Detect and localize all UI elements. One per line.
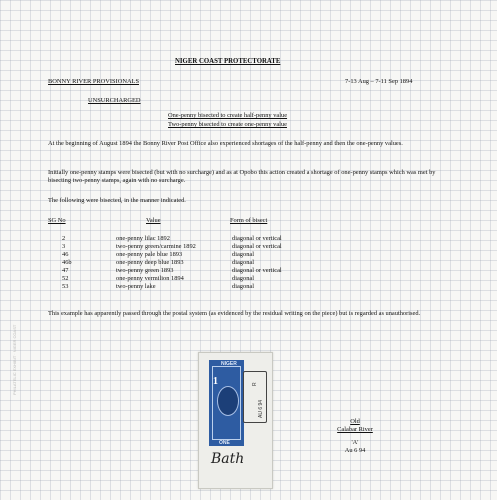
table-row xyxy=(62,259,362,267)
stamp-value: one-penny vermilion 1894 xyxy=(116,275,184,282)
bisect-line-2: Two-penny bisected to create one-penny value xyxy=(168,121,287,128)
header-form: Form of bisect xyxy=(230,217,268,224)
table-row xyxy=(62,275,362,283)
intro-paragraph: At the beginning of August 1894 the Bonny River Post Office also experienced shortages of the half-penny and then the one-penny values. xyxy=(48,140,403,147)
page-title: NIGER COAST PROTECTORATE xyxy=(175,58,281,65)
bisect-form: diagonal xyxy=(232,259,255,266)
table-row xyxy=(62,283,362,291)
table-row xyxy=(62,243,362,251)
section-subtitle: BONNY RIVER PROVISIONALS xyxy=(48,78,140,85)
caption-line-2: Calabar River xyxy=(337,425,373,433)
bisected-stamp xyxy=(209,360,244,446)
header-value: Value xyxy=(146,217,161,224)
bisect-form: diagonal xyxy=(232,275,255,282)
header-sg-no: SG No xyxy=(48,217,66,224)
postmark-letter: R xyxy=(252,382,258,386)
date-range: 7-13 Aug – 7-11 Sep 1894 xyxy=(345,78,413,85)
caption-line-1: Old xyxy=(350,418,360,425)
table-header xyxy=(48,217,348,225)
bisect-form: diagonal xyxy=(232,283,255,290)
side-watermark-text: PHILATELIC EXHIBIT · NIGER COAST xyxy=(12,324,17,395)
bisect-paragraph: Initially one-penny stamps were bisected (but with no surcharge) and as at Opobo this action created a shortage of one-penny stamps which was met by bisecting two-penny stamps, again with no surcharge. xyxy=(48,169,436,184)
bisect-form: diagonal xyxy=(232,251,255,258)
stamp-bottom-text: ONE xyxy=(219,440,230,446)
stamp-on-piece xyxy=(198,352,273,489)
sg-number: 46b xyxy=(62,259,72,266)
sg-number: 2 xyxy=(62,235,66,242)
sg-number: 53 xyxy=(62,283,69,290)
postmark xyxy=(243,371,267,423)
stamp-value: one-penny pale blue 1893 xyxy=(116,251,183,258)
caption-line-4: Au 6 94 xyxy=(344,446,366,454)
following-paragraph: The following were bisected, in the manner indicated. xyxy=(48,197,186,204)
table-row xyxy=(62,267,362,275)
table-row xyxy=(62,235,362,243)
stamp-value: two-penny green/carmine 1892 xyxy=(116,243,196,250)
stamp-value: one-penny lilac 1892 xyxy=(116,235,170,242)
table-row xyxy=(62,251,362,259)
stamp-value-numeral: 1 xyxy=(213,376,218,387)
stamp-top-text: NIGER xyxy=(221,361,237,367)
sg-number: 3 xyxy=(62,243,66,250)
bisect-line-1: One-penny bisected to create half-penny value xyxy=(168,112,288,119)
stamp-value: two-penny green 1893 xyxy=(116,267,174,274)
postmark-date: AU 6 94 xyxy=(258,399,264,418)
postmark-caption xyxy=(315,418,395,454)
bisect-form: diagonal or vertical xyxy=(232,243,282,250)
sg-number: 52 xyxy=(62,275,69,282)
unsurcharged-heading: UNSURCHARGED xyxy=(88,97,141,104)
stamp-value: two-penny lake xyxy=(116,283,156,290)
handwritten-signature: Bath xyxy=(211,451,245,467)
sg-number: 46 xyxy=(62,251,69,258)
sg-number: 47 xyxy=(62,267,69,274)
queen-portrait-oval xyxy=(217,386,239,416)
bisect-form: diagonal or vertical xyxy=(232,267,282,274)
bisect-form: diagonal or vertical xyxy=(232,235,282,242)
conclusion-paragraph: This example has apparently passed through the postal system (as evidenced by the residual writing on the piece) but is regarded as unauthorised. xyxy=(48,310,421,317)
stamp-value: one-penny deep blue 1893 xyxy=(116,259,184,266)
caption-line-3: 'A' xyxy=(351,439,359,446)
